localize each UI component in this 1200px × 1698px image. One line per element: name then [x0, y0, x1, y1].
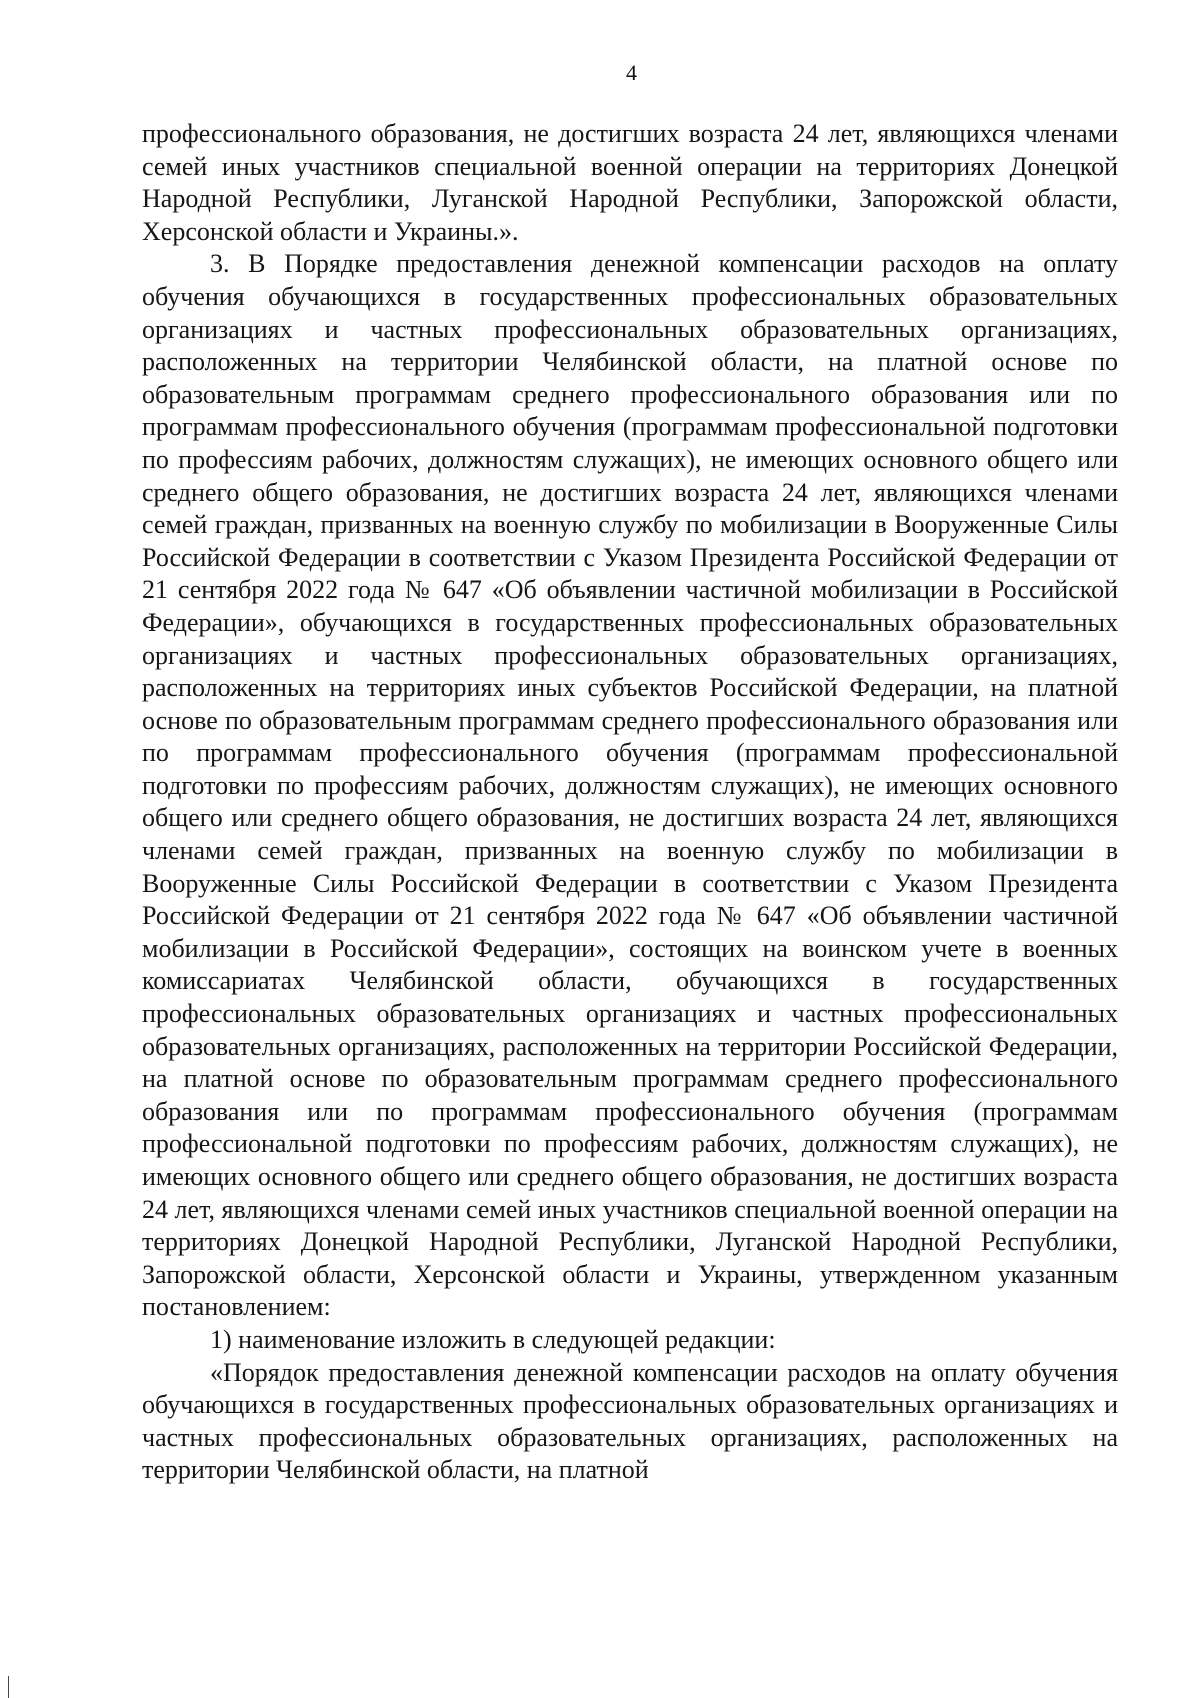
paragraph-item-3: 3. В Порядке предоставления денежной компенсации расходов на оплату обучения обучающихся в государственных профессиональных образовательных организациях и частных профессиональных образовательных организациях, расположенных на территории Челябинской области, на платной основе по образовательным программам среднего профессионального образования или по программам профессионального обучения (программам профессиональной подготовки по профессиям рабочих, должностям служащих), не имеющих основного общего или среднего общего образования, не достигших возраста 24 лет, являющихся членами семей граждан, призванных на военную службу по мобилизации в Вооруженные Силы Российской Федерации в соответствии с Указом Президента Российской Федерации от 21 сентября 2022 года № 647 «Об объявлении частичной мобилизации в Российской Федерации», обучающихся в государственных профессиональных образовательных организациях и частных профессиональных образовательных организациях, расположенных на территориях иных субъектов Российской Федерации, на платной основе по образовательным программам среднего профессионального образования или по программам профессионального обучения (программам профессиональной подготовки по профессиям рабочих, должностям служащих), не имеющих основного общего или среднего общего образования, не достигших возраста 24 лет, являющихся членами семей граждан, призванных на военную службу по мобилизации в Вооруженные Силы Российской Федерации в соответствии с Указом Президента Российской Федерации от 21 сентября 2022 года № 647 «Об объявлении частичной мобилизации в Российской Федерации», состоящих на воинском учете в военных комиссариатах Челябинской области, обучающихся в государственных профессиональных образовательных организациях и частных профессиональных образовательных организациях, расположенных на территории Российской Федерации, на платной основе по образовательным программам среднего профессионального образования или по программам профессионального обучения (программам профессиональной подготовки по профессиям рабочих, должностям служащих), не имеющих основного общего или среднего общего образования, не достигших возраста 24 лет, являющихся членами семей иных участников специальной военной операции на территориях Донецкой Народной Республики, Луганской Народной Республики, Запорожской области, Херсонской области и Украины, утвержденном указанным постановлением: — [142, 249, 1118, 1322]
paragraph-continuation: профессионального образования, не достигших возраста 24 лет, являющихся членами семей иных участников специальной военной операции на территориях Донецкой Народной Республики, Луганской Народной Республики, Запорожской области, Херсонской области и Украины.». — [142, 119, 1118, 246]
paragraph-quoted-title: «Порядок предоставления денежной компенсации расходов на оплату обучения обучающихся в государственных профессиональных образовательных организациях и частных профессиональных образовательных организациях, расположенных на территории Челябинской области, на платной — [142, 1357, 1118, 1485]
paragraph-subitem-1: 1) наименование изложить в следующей редакции: — [210, 1324, 776, 1354]
page-number: 4 — [626, 60, 637, 85]
document-body — [142, 118, 1118, 1487]
scan-edge-mark — [8, 1676, 9, 1698]
